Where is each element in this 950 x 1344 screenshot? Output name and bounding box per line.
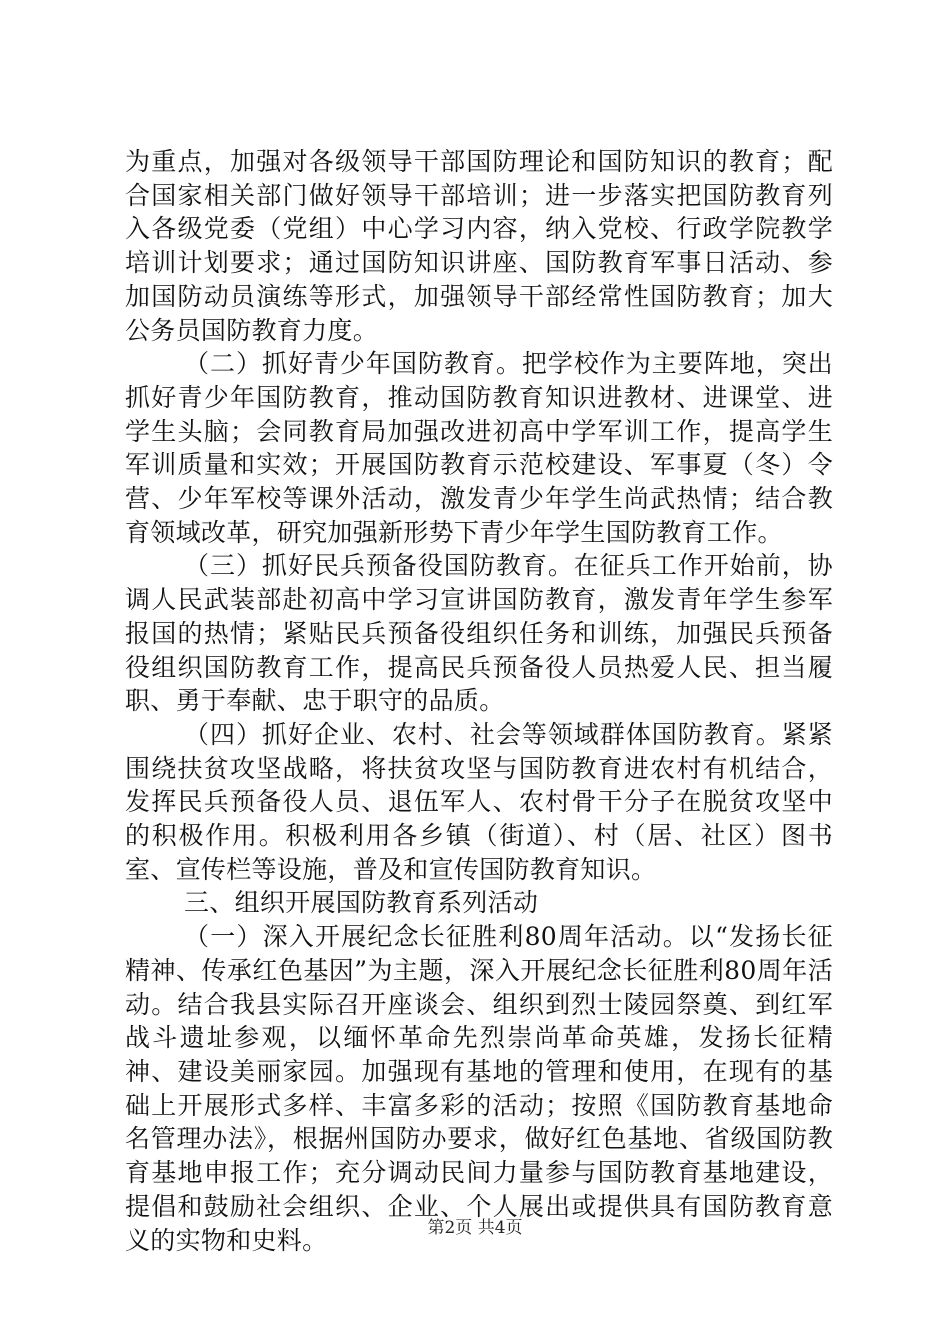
- page-number-footer: 第2页 共4页: [427, 1218, 523, 1238]
- paragraph-enterprise-rural-education: （四）抓好企业、农村、社会等领域群体国防教育。紧紧围绕扶贫攻坚战略，将扶贫攻坚与国防教育进农村有机结合，发挥民兵预备役人员、退伍军人、农村骨干分子在脱贫攻坚中的积极作用。积极利用各乡镇（街道）、村（居、社区）图书室、宣传栏等设施，普及和宣传国防教育知识。: [125, 719, 833, 884]
- paragraph-continuation: 为重点，加强对各级领导干部国防理论和国防知识的教育；配合国家相关部门做好领导干部培训；进一步落实把国防教育列入各级党委（党组）中心学习内容，纳入党校、行政学院教学培训计划要求；通过国防知识讲座、国防教育军事日活动、参加国防动员演练等形式，加强领导干部经常性国防教育；加大公务员国防教育力度。: [125, 147, 833, 345]
- paragraph-long-march-activity: （一）深入开展纪念长征胜利80周年活动。以“发扬长征精神、传承红色基因”为主题，深入开展纪念长征胜利80周年活动。结合我县实际召开座谈会、组织到烈士陵园祭奠、到红军战斗遗址参观，以缅怀革命先烈崇尚革命英雄，发扬长征精神、建设美丽家园。加强现有基地的管理和使用，在现有的基础上开展形式多样、丰富多彩的活动；按照《国防教育基地命名管理办法》，根据州国防办要求，做好红色基地、省级国防教育基地申报工作；充分调动民间力量参与国防教育基地建设，提倡和鼓励社会组织、企业、个人展出或提供具有国防教育意义的实物和史料。: [125, 922, 833, 1255]
- paragraph-youth-education: （二）抓好青少年国防教育。把学校作为主要阵地，突出抓好青少年国防教育，推动国防教育知识进教材、进课堂、进学生头脑；会同教育局加强改进初高中学军训工作，提高学生军训质量和实效；开展国防教育示范校建设、军事夏（冬）令营、少年军校等课外活动，激发青少年学生尚武热情；结合教育领域改革，研究加强新形势下青少年学生国防教育工作。: [125, 349, 833, 547]
- document-body: [125, 145, 833, 1257]
- paragraph-militia-education: （三）抓好民兵预备役国防教育。在征兵工作开始前，协调人民武装部赴初高中学习宣讲国防教育，激发青年学生参军报国的热情；紧贴民兵预备役组织任务和训练，加强民兵预备役组织国防教育工作，提高民兵预备役人员热爱人民、担当履职、勇于奉献、忠于职守的品质。: [125, 551, 833, 716]
- section-heading: 三、组织开展国防教育系列活动: [184, 888, 539, 918]
